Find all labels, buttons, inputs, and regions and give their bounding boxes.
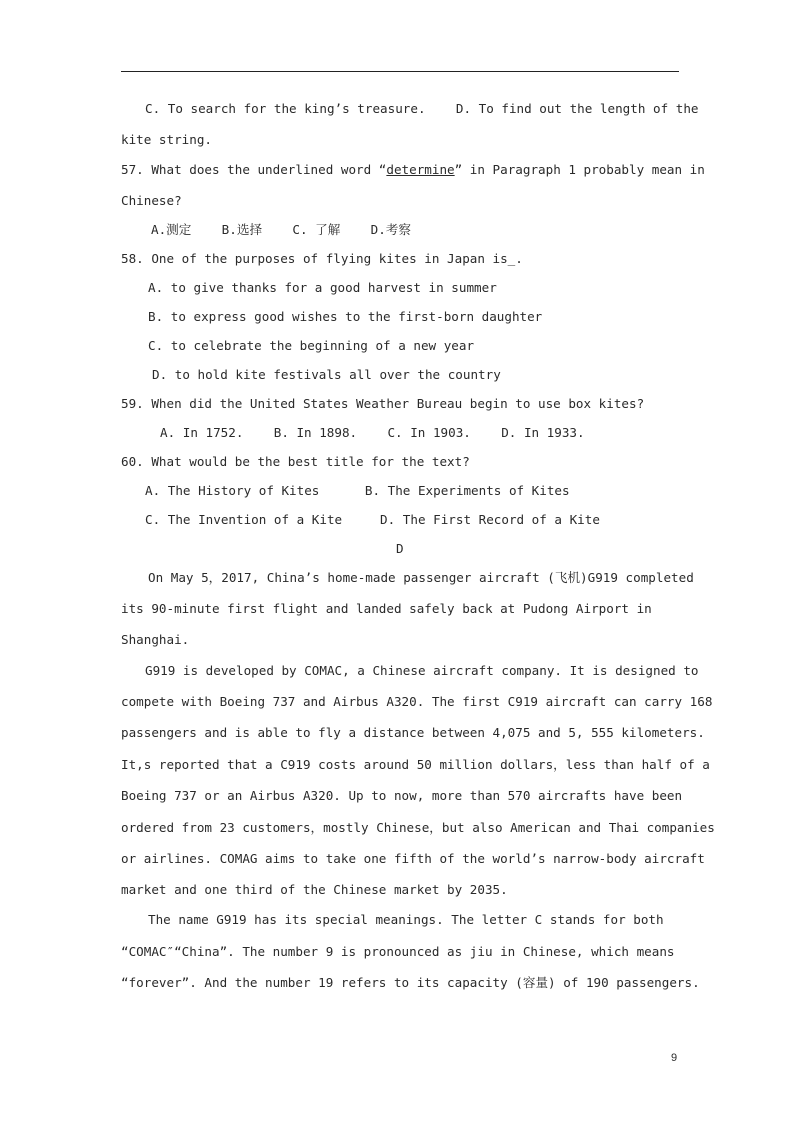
q59-options: A. In 1752. B. In 1898. C. In 1903. D. In 1933. bbox=[160, 425, 585, 440]
q58-question: 58. One of the purposes of flying kites in Japan is_. bbox=[121, 251, 523, 266]
header-rule bbox=[121, 71, 679, 72]
q59-question: 59. When did the United States Weather Bureau begin to use box kites? bbox=[121, 396, 645, 411]
passage-line: passengers and is able to fly a distance between 4,075 and 5, 555 kilometers. bbox=[121, 725, 705, 740]
q57-suffix: ” in Paragraph 1 probably mean in bbox=[454, 162, 705, 177]
passage-line: compete with Boeing 737 and Airbus A320. The first C919 aircraft can carry 168 bbox=[121, 694, 713, 709]
passage-line: G919 is developed by COMAC, a Chinese aircraft company. It is designed to bbox=[145, 663, 699, 678]
passage-line: The name G919 has its special meanings. The letter C stands for both bbox=[148, 912, 664, 927]
passage-line: market and one third of the Chinese market by 2035. bbox=[121, 882, 508, 897]
q57-prefix: 57. What does the underlined word “ bbox=[121, 162, 387, 177]
passage-line: Boeing 737 or an Airbus A320. Up to now, more than 570 aircrafts have been bbox=[121, 788, 683, 803]
passage-line: or airlines. COMAG aims to take one fifth of the world’s narrow-body aircraft bbox=[121, 851, 705, 866]
q56-options-cd: C. To search for the king’s treasure. D. To find out the length of the bbox=[145, 101, 699, 116]
passage-line: “COMAC″“China”. The number 9 is pronounced as jiu in Chinese, which means bbox=[121, 944, 675, 959]
q58-option-d: D. to hold kite festivals all over the country bbox=[152, 367, 501, 382]
passage-line: Shanghai. bbox=[121, 632, 190, 647]
q57-question-cont: Chinese? bbox=[121, 193, 182, 208]
q57-question bbox=[121, 162, 705, 178]
passage-line: “forever”. And the number 19 refers to its capacity (容量) of 190 passengers. bbox=[121, 975, 700, 990]
q58-option-c: C. to celebrate the beginning of a new year bbox=[148, 338, 475, 353]
q60-options-cd: C. The Invention of a Kite D. The First Record of a Kite bbox=[145, 512, 600, 527]
passage-line: It,s reported that a C919 costs around 50 million dollars，less than half of a bbox=[121, 757, 710, 772]
q58-option-b: B. to express good wishes to the first-born daughter bbox=[148, 309, 543, 324]
passage-line: its 90-minute first flight and landed safely back at Pudong Airport in bbox=[121, 601, 652, 616]
q60-question: 60. What would be the best title for the text? bbox=[121, 454, 470, 469]
passage-line: On May 5，2017, China’s home-made passenger aircraft (飞机)G919 completed bbox=[148, 570, 694, 585]
passage-line: ordered from 23 customers，mostly Chinese，but also American and Thai companies bbox=[121, 820, 715, 835]
section-heading: D bbox=[396, 541, 404, 556]
q58-option-a: A. to give thanks for a good harvest in summer bbox=[148, 280, 497, 295]
underlined-word: determine bbox=[386, 162, 455, 177]
q56-options-cd-cont: kite string. bbox=[121, 132, 212, 147]
q60-options-ab: A. The History of Kites B. The Experiments of Kites bbox=[145, 483, 570, 498]
page-number: 9 bbox=[671, 1052, 678, 1064]
q57-options: A.测定 B.选择 C. 了解 D.考察 bbox=[151, 222, 411, 237]
